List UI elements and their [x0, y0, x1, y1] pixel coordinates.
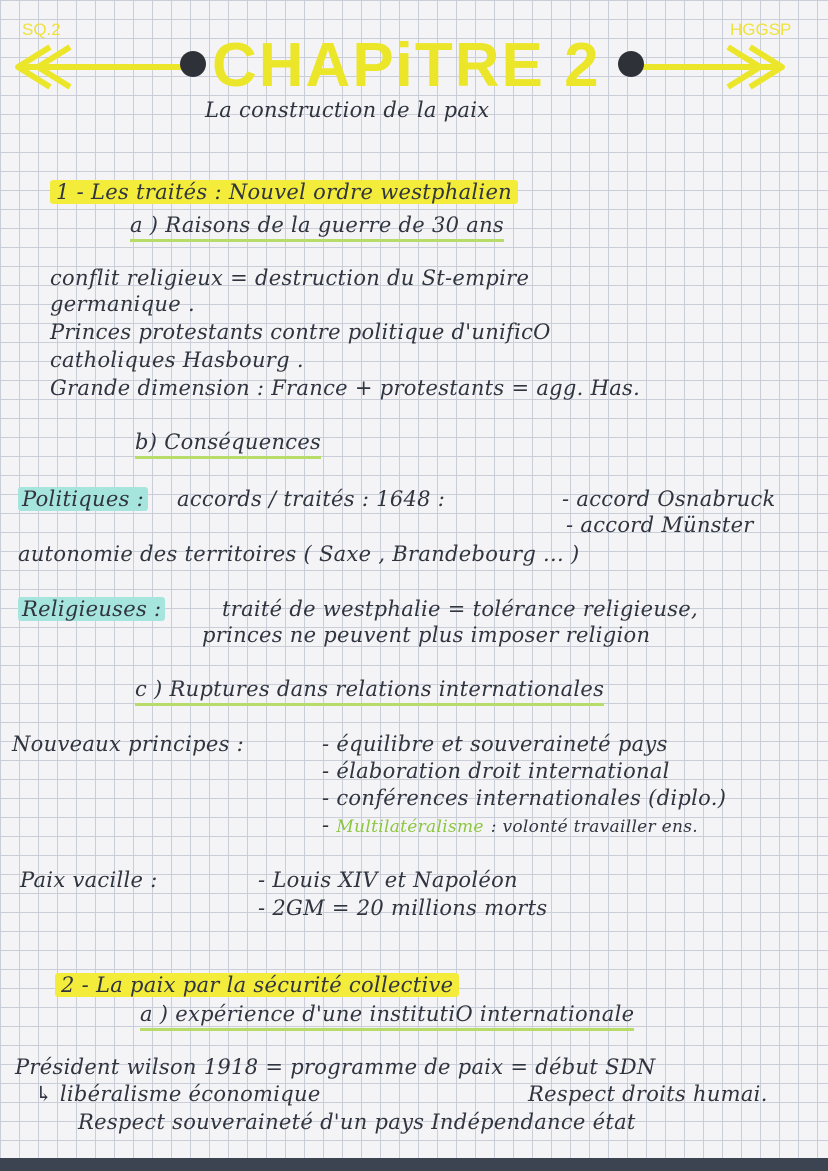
line-2a-4: Respect souveraineté d'un pays Indépendance état: [78, 1110, 636, 1134]
section-2a-heading-text: a ) expérience d'une institutiO internationale: [140, 1002, 634, 1031]
left-arrow-icon: [10, 42, 200, 92]
section-1a-heading: [130, 213, 504, 237]
line-1a-3: Princes protestants contre politique d'unificO: [50, 320, 551, 344]
section-2-heading: [55, 973, 459, 997]
politiques-text: accords / traités : 1648 :: [177, 487, 446, 511]
religieuses-line-1: traité de westphalie = tolérance religieuse,: [222, 597, 698, 621]
principes-item-3: - conférences internationales (diplo.): [322, 786, 727, 810]
line-1a-1: conflit religieux = destruction du St-empire: [50, 266, 530, 290]
religieuses-row: [18, 597, 165, 621]
politiques-item-1: - accord Osnabruck: [562, 487, 776, 511]
section-1-heading-text: 1 - Les traités : Nouvel ordre westphalien: [50, 180, 518, 204]
chapter-title: CHAPiTRE 2: [212, 31, 601, 100]
line-1a-5: Grande dimension : France + protestants = agg. Has.: [50, 376, 641, 400]
autonomie-line: autonomie des territoires ( Saxe , Brandebourg ... ): [18, 542, 580, 566]
section-2-heading-text: 2 - La paix par la sécurité collective: [55, 973, 459, 997]
politiques-item-2: - accord Münster: [566, 513, 754, 537]
left-dot: [180, 51, 206, 77]
principes-item-4: [322, 813, 698, 837]
line-1a-2: germanique .: [50, 292, 195, 316]
line-2a-2: ↳ libéralisme économique: [35, 1082, 321, 1106]
paix-item-1: - Louis XIV et Napoléon: [258, 868, 518, 892]
section-1b-heading-text: b) Conséquences: [135, 430, 321, 459]
section-1a-heading-text: a ) Raisons de la guerre de 30 ans: [130, 213, 504, 242]
politiques-row: [18, 487, 445, 511]
section-1c-heading: [135, 677, 604, 701]
multilateralisme-dash: -: [322, 813, 330, 837]
politiques-label: Politiques :: [18, 487, 148, 511]
paix-item-2: - 2GM = 20 millions morts: [258, 896, 548, 920]
corner-label-left: SQ.2: [22, 20, 61, 39]
principes-item-1: - équilibre et souveraineté pays: [322, 732, 668, 756]
section-2a-heading: [140, 1002, 634, 1026]
line-2a-3: Respect droits humai.: [528, 1082, 768, 1106]
section-1c-heading-text: c ) Ruptures dans relations internationales: [135, 677, 604, 706]
right-arrow-icon: [628, 42, 798, 92]
paix-label: Paix vacille :: [20, 868, 158, 892]
corner-label-right: HGGSP: [730, 20, 792, 39]
religieuses-line-2: princes ne peuvent plus imposer religion: [202, 623, 651, 647]
chapter-subtitle: La construction de la paix: [205, 98, 490, 122]
bottom-edge: [0, 1158, 828, 1171]
section-1b-heading: [135, 430, 321, 454]
line-1a-4: catholiques Hasbourg .: [50, 348, 304, 372]
principes-item-2: - élaboration droit international: [322, 759, 670, 783]
line-2a-1: Président wilson 1918 = programme de paix = début SDN: [15, 1055, 656, 1079]
multilateralisme-word: Multilatéralisme: [336, 817, 484, 837]
multilateralisme-rest: : volonté travailler ens.: [490, 817, 699, 837]
section-1-heading: [50, 180, 518, 204]
principes-label: Nouveaux principes :: [12, 732, 244, 756]
right-dot: [618, 51, 644, 77]
religieuses-label: Religieuses :: [18, 597, 165, 621]
